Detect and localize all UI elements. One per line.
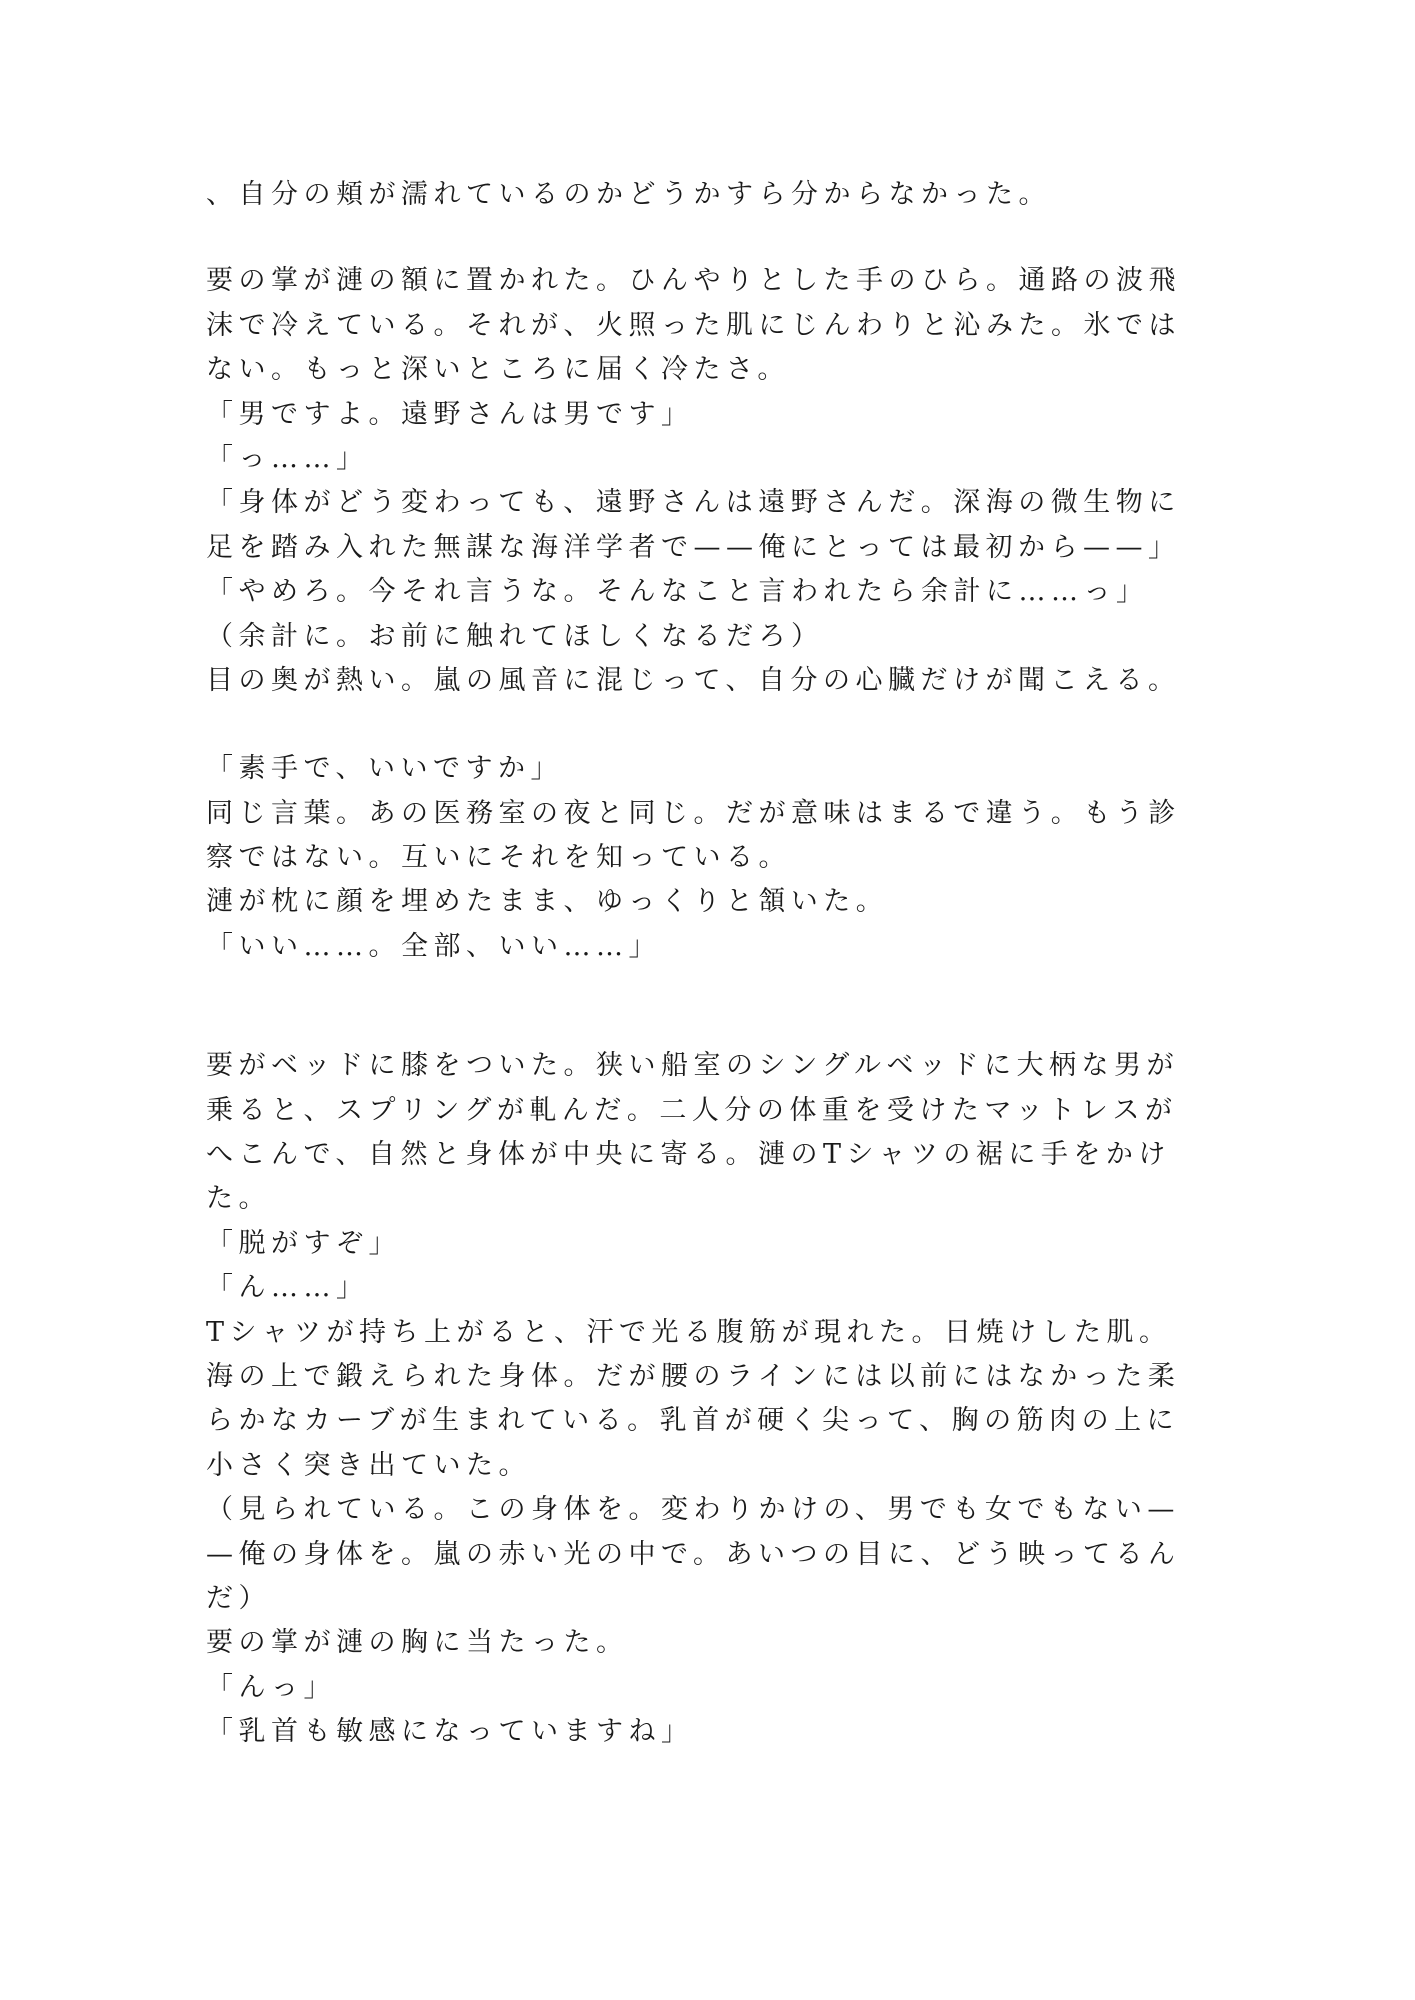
text-line: 「素手で、いいですか」 [206, 753, 563, 785]
paragraph [206, 747, 1206, 969]
text-line: 「んっ」 [206, 1671, 336, 1703]
text-line: 小さく突き出ていた。 [206, 1449, 531, 1481]
paragraph [206, 259, 1206, 703]
text-line: 乗ると、スプリングが軋んだ。二人分の体重を受けたマットレスが [206, 1094, 1178, 1126]
text-line: 目の奥が熱い。嵐の風音に混じって、自分の心臓だけが聞こえる。 [206, 664, 1181, 696]
text-line: 「男ですよ。遠野さんは男です」 [206, 398, 694, 430]
text-line: 要がベッドに膝をついた。狭い船室のシングルベッドに大柄な男が [206, 1050, 1179, 1082]
text-line: 「脱がすぞ」 [206, 1227, 401, 1259]
text-line: 「乳首も敏感になっていますね」 [206, 1716, 694, 1748]
text-line: 「っ……」 [206, 442, 369, 474]
text-line: 「ん……」 [206, 1272, 369, 1304]
text-line: 海の上で鍛えられた身体。だが腰のラインには以前にはなかった柔 [206, 1360, 1181, 1392]
paragraph [206, 173, 1206, 217]
text-line: 沫で冷えている。それが、火照った肌にじんわりと沁みた。氷では [206, 309, 1181, 341]
text-line: 「いい……。全部、いい……」 [206, 930, 661, 962]
text-line: 同じ言葉。あの医務室の夜と同じ。だが意味はまるで違う。もう診 [206, 797, 1181, 829]
text-line: Tシャツが持ち上がると、汗で光る腹筋が現れた。日焼けした肌。 [206, 1316, 1172, 1348]
text-line: らかなカーブが生まれている。乳首が硬く尖って、胸の筋肉の上に [206, 1405, 1180, 1437]
text-line: た。 [206, 1183, 271, 1215]
text-line: （余計に。お前に触れてほしくなるだろ） [206, 620, 824, 652]
text-line: へこんで、自然と身体が中央に寄る。漣のTシャツの裾に手をかけ [206, 1139, 1171, 1171]
text-line: —俺の身体を。嵐の赤い光の中で。あいつの目に、どう映ってるん [206, 1538, 1181, 1570]
text-line: 漣が枕に顔を埋めたまま、ゆっくりと頷いた。 [206, 886, 889, 918]
text-line: （見られている。この身体を。変わりかけの、男でも女でもない— [206, 1494, 1180, 1526]
text-line: 「身体がどう変わっても、遠野さんは遠野さんだ。深海の微生物に [206, 487, 1181, 519]
text-line: 要の掌が漣の胸に当たった。 [206, 1627, 629, 1659]
text-line: 「やめろ。今それ言うな。そんなこと言われたら余計に……っ」 [206, 576, 1149, 608]
text-line: 、自分の頬が濡れているのかどうかすら分からなかった。 [206, 179, 1051, 210]
text-line: 要の掌が漣の額に置かれた。ひんやりとした手のひら。通路の波飛 [206, 265, 1181, 297]
text-line: 足を踏み入れた無謀な海洋学者で——俺にとっては最初から——」 [206, 531, 1181, 563]
paragraph [206, 1044, 1206, 1754]
document-page [206, 173, 1206, 1755]
text-line: ない。もっと深いところに届く冷たさ。 [206, 354, 790, 386]
text-line: だ） [206, 1582, 271, 1614]
text-line: 察ではない。互いにそれを知っている。 [206, 842, 791, 874]
